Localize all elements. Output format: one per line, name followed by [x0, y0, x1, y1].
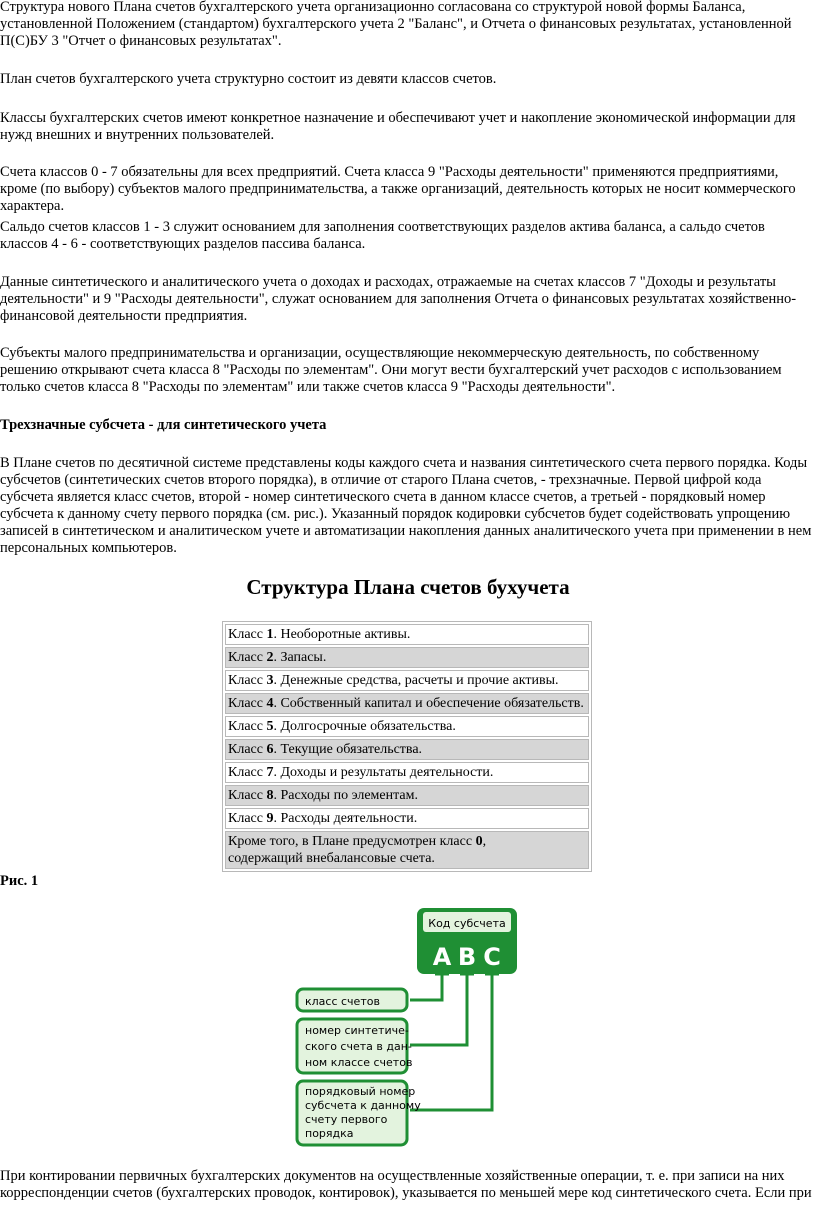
intro-paragraph-structure: Структура нового Плана счетов бухгалтерского учета организационно согласована со структурой новой формы Баланса, установленной Положением (стандартом) бухгалтерского учета 2 "Баланс", и Отчета о финансовых результатах, установленной П(С)БУ 3 "Отчет о финансовых результатах".: [0, 0, 792, 49]
class-row: [225, 670, 589, 691]
paragraph-income-expenses: Данные синтетического и аналитического учета о доходах и расходах, отражаемые на счетах классов 7 "Доходы и результаты деятельности" и 9 "Расходы деятельности", служат основанием для заполнения Отчета о финансовых результатах хозяйственно-финансовой деятельности предприятия.: [0, 274, 797, 324]
box-ordinal-line: порядка: [305, 1127, 354, 1140]
code-header-label: Код субсчета: [428, 917, 506, 930]
class-cell: Класс 3. Денежные средства, расчеты и прочие активы.: [225, 670, 589, 691]
box-class: [297, 989, 407, 1011]
class-cell: Класс 5. Долгосрочные обязательства.: [225, 716, 589, 737]
class-cell: Класс 9. Расходы деятельности.: [225, 808, 589, 829]
class-row: [225, 647, 589, 668]
class-row: [225, 739, 589, 760]
box-synthetic-number: [297, 1019, 412, 1073]
line-b: [410, 974, 467, 1045]
code-header: [417, 908, 517, 974]
box-synthetic-line: ского счета в дан-: [305, 1040, 412, 1053]
class-row-extra: [225, 831, 589, 869]
paragraph-mandatory-classes: Счета классов 0 - 7 обязательны для всех предприятий. Счета класса 9 "Расходы деятельности" применяются предприятиями, кроме (по выбору) субъектов малого предпринимательства, а также организаций, деятельность которых не носит коммерческого характера.: [0, 164, 796, 214]
plan-structure-table: [222, 621, 592, 872]
box-ordinal-number: [297, 1081, 421, 1145]
subaccount-code-chart: [292, 905, 528, 1150]
subheading-three-digit: Трехзначные субсчета - для синтетического учета: [0, 417, 327, 433]
class-row: [225, 808, 589, 829]
box-ordinal-line: субсчета к данному: [305, 1099, 421, 1112]
class-row: [225, 693, 589, 714]
class-row: [225, 716, 589, 737]
connector-lines: [410, 974, 499, 1110]
class-cell: Класс 8. Расходы по элементам.: [225, 785, 589, 806]
paragraph-class-purpose: Классы бухгалтерских счетов имеют конкретное назначение и обеспечивают учет и накопление экономической информации для нужд внешних и внутренних пользователей.: [0, 110, 796, 143]
box-ordinal-line: счету первого: [305, 1113, 388, 1126]
code-letter-a: A: [432, 943, 452, 971]
class-row: [225, 785, 589, 806]
class-row: [225, 762, 589, 783]
class-cell: Класс 4. Собственный капитал и обеспечение обязательств.: [225, 693, 589, 714]
line-a: [410, 974, 442, 1000]
structure-title: Структура Плана счетов бухучета: [246, 575, 570, 599]
class-cell-extra: Кроме того, в Плане предусмотрен класс 0, содержащий внебалансовые счета.: [225, 831, 589, 869]
paragraph-balances: Сальдо счетов классов 1 - 3 служит основанием для заполнения соответствующих разделов актива баланса, а сальдо счетов классов 4 - 6 - соответствующих разделов пассива баланса.: [0, 219, 765, 252]
paragraph-small-business: Субъекты малого предпринимательства и организации, осуществляющие некоммерческую деятельность, по собственному решению открывают счета класса 8 "Расходы по элементам". Они могут вести бухгалтерский учет расходов с использованием только счетов класса 8 "Расходы по элементам" или также счетов класса 9 "Расходы деятельности".: [0, 345, 782, 395]
paragraph-decimal-system: В Плане счетов по десятичной системе представлены коды каждого счета и названия синтетического счета первого порядка. Коды субсчетов (синтетических счетов второго порядка), в отличие от старого Плана счетов, - трехзначные. Первой цифрой кода субсчета является класс счетов, второй - номер синтетического счета в данном классе счетов, а третьей - порядковый номер субсчета к данному счету первого порядка (см. рис.). Указанный порядок кодировки субсчетов будет содействовать упрощению записей в синтетическом и аналитическом учете и автоматизации накопления данных аналитического учета при применении в нем персональных компьютеров.: [0, 455, 812, 556]
class-cell: Класс 7. Доходы и результаты деятельности.: [225, 762, 589, 783]
box-class-label: класс счетов: [305, 995, 380, 1008]
box-ordinal-line: порядковый номер: [305, 1085, 416, 1098]
line-c: [410, 974, 492, 1110]
box-synthetic-line: ном классе счетов: [305, 1056, 413, 1069]
class-cell: Класс 2. Запасы.: [225, 647, 589, 668]
paragraph-nine-classes: План счетов бухгалтерского учета структурно состоит из девяти классов счетов.: [0, 71, 497, 87]
class-cell: Класс 6. Текущие обязательства.: [225, 739, 589, 760]
figure-label: Рис. 1: [0, 873, 39, 889]
box-synthetic-line: номер синтетиче-: [305, 1024, 409, 1037]
paragraph-contra-accounts: При контировании первичных бухгалтерских документов на осуществленные хозяйственные операции, т. е. при записи на них корреспонденции счетов (бухгалтерских проводок, контировок), указывается по меньшей мере код синтетического счета. Если при: [0, 1168, 812, 1201]
class-row: [225, 624, 589, 645]
class-cell: Класс 1. Необоротные активы.: [225, 624, 589, 645]
code-letter-c: C: [483, 943, 501, 971]
code-letter-b: B: [457, 943, 477, 971]
